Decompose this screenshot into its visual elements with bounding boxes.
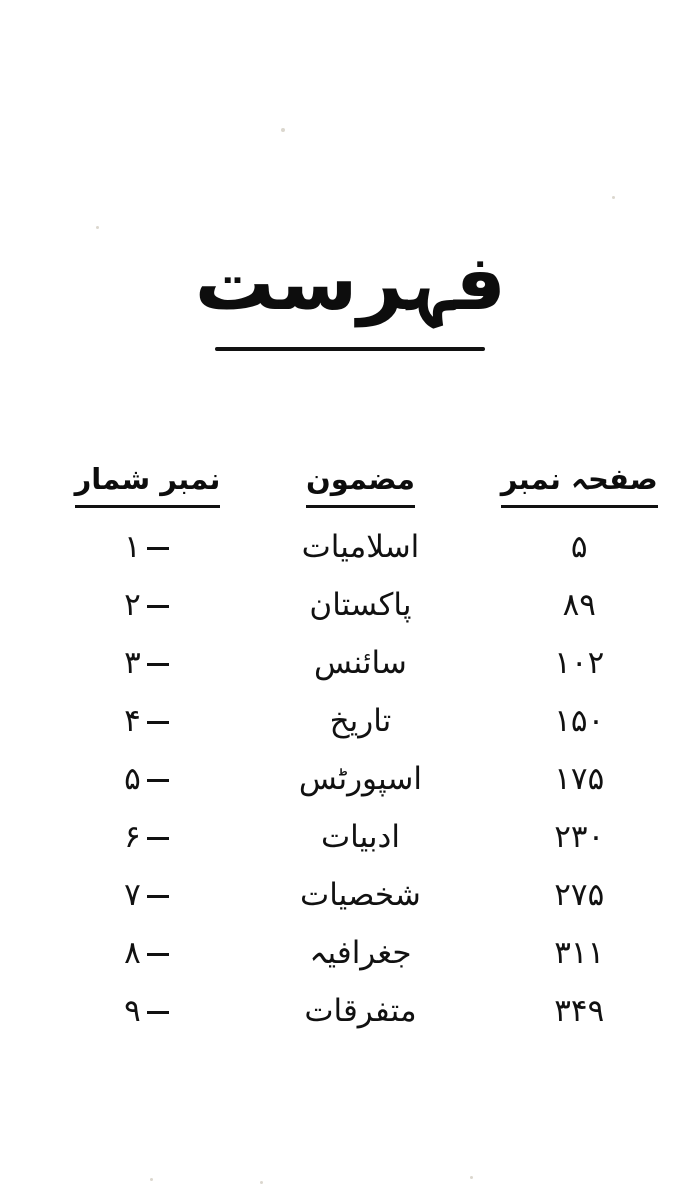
row-topic: اسپورٹس bbox=[298, 761, 422, 797]
row-page: ۲۷۵ bbox=[554, 877, 605, 913]
serial-dash bbox=[147, 837, 169, 840]
row-page: ۱۷۵ bbox=[554, 761, 605, 797]
scan-speck bbox=[281, 128, 285, 132]
row-serial-value: ۱ bbox=[124, 529, 141, 565]
page-title: فہرست bbox=[194, 238, 506, 327]
row-topic: اسلامیات bbox=[301, 529, 420, 565]
row-page: ۳۱۱ bbox=[554, 935, 605, 971]
row-serial-value: ۴ bbox=[124, 703, 141, 739]
table-row bbox=[75, 692, 658, 750]
row-page: ۵ bbox=[570, 529, 588, 565]
row-serial bbox=[75, 692, 221, 750]
table-row bbox=[75, 518, 658, 576]
column-header-topic bbox=[220, 462, 500, 518]
scan-speck bbox=[612, 196, 615, 199]
title-divider bbox=[215, 347, 485, 351]
row-topic: ادبیات bbox=[320, 819, 400, 855]
row-serial-value: ۹ bbox=[124, 993, 141, 1029]
serial-dash bbox=[147, 779, 169, 782]
row-topic: پاکستان bbox=[309, 587, 412, 623]
column-header-serial-label: نمبر شمار bbox=[75, 462, 221, 508]
row-topic: تاریخ bbox=[329, 703, 392, 739]
scan-speck bbox=[150, 1178, 153, 1181]
row-serial bbox=[75, 750, 221, 808]
row-serial bbox=[75, 634, 221, 692]
serial-dash bbox=[147, 1011, 169, 1014]
row-page: ۱۵۰ bbox=[554, 703, 605, 739]
table-row bbox=[75, 750, 658, 808]
serial-dash bbox=[147, 663, 169, 666]
row-topic: متفرقات bbox=[304, 993, 417, 1029]
row-topic: شخصیات bbox=[300, 877, 421, 913]
row-serial-value: ۵ bbox=[124, 761, 141, 797]
table-row bbox=[75, 634, 658, 692]
row-serial-value: ۳ bbox=[124, 645, 141, 681]
serial-dash bbox=[147, 605, 169, 608]
page-title-block bbox=[0, 238, 700, 351]
scan-speck bbox=[260, 1181, 263, 1184]
row-topic: جغرافیہ bbox=[309, 935, 412, 971]
table-row bbox=[75, 982, 658, 1040]
serial-dash bbox=[147, 547, 169, 550]
scan-speck bbox=[96, 226, 99, 229]
serial-dash bbox=[147, 895, 169, 898]
row-serial bbox=[75, 576, 221, 634]
column-header-topic-label: مضمون bbox=[306, 462, 415, 508]
column-header-serial bbox=[75, 462, 221, 518]
table-header-row bbox=[75, 462, 658, 518]
row-serial bbox=[75, 518, 221, 576]
column-header-page bbox=[500, 462, 658, 518]
serial-dash bbox=[147, 953, 169, 956]
row-serial bbox=[75, 982, 221, 1040]
column-header-page-label: صفحہ نمبر bbox=[501, 462, 658, 508]
table-row bbox=[75, 808, 658, 866]
table-row bbox=[75, 866, 658, 924]
row-topic: سائنس bbox=[313, 645, 407, 681]
serial-dash bbox=[147, 721, 169, 724]
row-serial-value: ۶ bbox=[124, 819, 141, 855]
row-serial bbox=[75, 866, 221, 924]
row-serial-value: ۲ bbox=[124, 587, 141, 623]
row-serial-value: ۸ bbox=[124, 935, 141, 971]
row-page: ۲۳۰ bbox=[554, 819, 605, 855]
row-serial bbox=[75, 808, 221, 866]
table-of-contents bbox=[75, 462, 658, 1040]
table-row bbox=[75, 576, 658, 634]
row-serial-value: ۷ bbox=[124, 877, 141, 913]
table-row bbox=[75, 924, 658, 982]
row-page: ۱۰۲ bbox=[554, 645, 605, 681]
row-serial bbox=[75, 924, 221, 982]
row-page: ۸۹ bbox=[562, 587, 596, 623]
row-page: ۳۴۹ bbox=[554, 993, 605, 1029]
scan-speck bbox=[470, 1176, 473, 1179]
